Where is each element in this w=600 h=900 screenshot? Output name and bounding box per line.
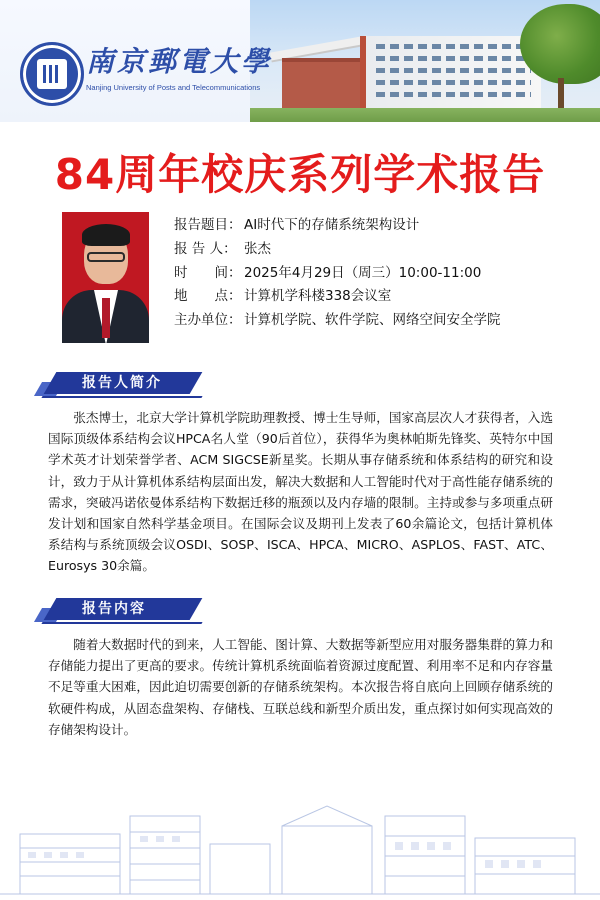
topic-label: 报告题目： — [174, 217, 242, 233]
time-label: 时 间： — [174, 264, 242, 281]
content-section-header — [38, 598, 196, 624]
speaker-value: 张杰 — [244, 240, 271, 257]
campus-lineart-icon — [0, 786, 600, 900]
bio-text: 张杰博士，北京大学计算机学院助理教授、博士生导师，国家高层次人才获得者，入选国际顶级体系结构会议HPCA名人堂（90后首位），获得华为奥林帕斯先锋奖、英特尔中国学术英才计划荣誉学者、ACM SIGCSE新星奖。长期从事存储系统和体系结构的研究和设计，致力于从计算机体系结构层面出发，解决大数据和人工智能时代对于高性能存储系统的需求，突破冯诺依曼体系结构下数据迁移的瓶颈以及内存墙的限制。主持或参与多项重点研发计划和国家自然科学基金项目。在国际会议及期刊上发表了60余篇论文，包括计算机体系结构与系统顶级会议OSDI、SOSP、ISCA、HPCA、MICRO、ASPLOS、FAST、ATC、Eurosys 30余篇。 — [48, 410, 553, 574]
page-title: 84周年校庆系列学术报告 — [54, 150, 546, 199]
campus-building-red — [282, 58, 364, 114]
place-label: 地 点： — [174, 288, 242, 305]
info-topic-row — [174, 214, 501, 238]
info-time-row — [174, 262, 501, 286]
speaker-photo — [62, 212, 149, 343]
host-label: 主办单位： — [174, 312, 242, 329]
place-value: 计算机学科楼338会议室 — [244, 288, 392, 305]
university-name-cn: 南京郵電大學 — [86, 45, 273, 78]
speaker-label: 报 告 人： — [174, 240, 237, 257]
topic-value: AI时代下的存储系统架构设计 — [244, 217, 420, 233]
info-speaker-row — [174, 238, 501, 262]
host-value: 计算机学院、软件学院、网络空间安全学院 — [244, 312, 501, 329]
bio-heading: 报告人简介 — [82, 375, 162, 391]
university-emblem-icon — [20, 42, 84, 106]
info-host-row — [174, 309, 501, 333]
lawn — [250, 108, 600, 122]
content-heading: 报告内容 — [82, 601, 146, 617]
talk-info — [174, 214, 501, 333]
time-value: 2025年4月29日（周三）10:00-11:00 — [244, 264, 482, 281]
info-place-row — [174, 285, 501, 309]
bio-section-header — [38, 372, 196, 398]
university-name-en: Nanjing University of Posts and Telecommunications — [86, 83, 261, 92]
campus-building — [360, 36, 541, 110]
tree-trunk — [558, 78, 564, 112]
footer-campus-illustration — [0, 786, 600, 900]
content-text: 随着大数据时代的到来，人工智能、图计算、大数据等新型应用对服务器集群的算力和存储能力提出了更高的要求。传统计算机系统面临着资源过度配置、利用率不足和内存容量不足等重大困难，因此迫切需要创新的存储系统架构。本次报告将自底向上回顾存储系统的软硬件构成，从固态盘架构、存储栈、互联总线和新型介质出发，重点探讨如何实现高效的存储架构设计。 — [48, 637, 553, 737]
header-banner — [0, 0, 600, 122]
